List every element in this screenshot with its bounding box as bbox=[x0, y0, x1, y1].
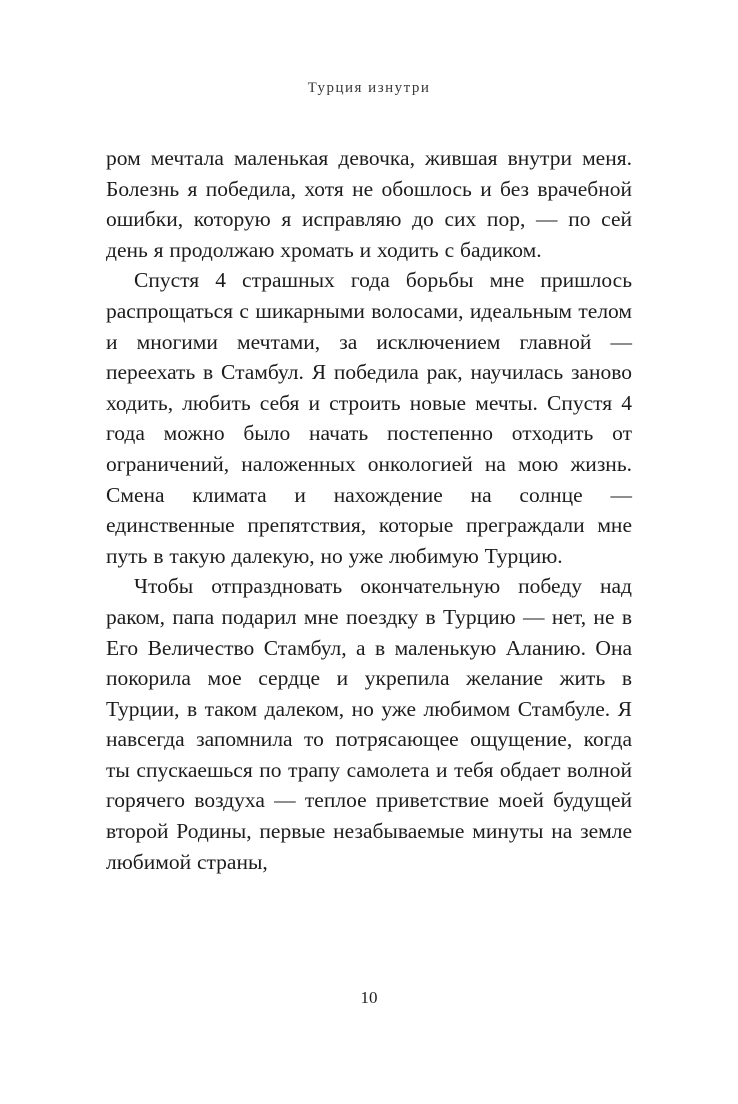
paragraph: Чтобы отпраздновать окончательную победу над раком, папа подарил мне поездку в Турцию — нет, не в Его Величество Стамбул, а в маленькую Аланию. Она покорила мое сердце и укрепила желание жить в Турции, в таком далеком, но уже любимом Стамбуле. Я навсегда запомнила то потрясающее ощущение, когда ты спускаешься по трапу самолета и тебя обдает волной горячего воздуха — теплое приветствие моей будущей второй Родины, первые незабываемые минуты на земле любимой страны, bbox=[106, 574, 632, 874]
paragraph: Спустя 4 страшных года борьбы мне пришлось распрощаться с шикарными волосами, идеальным телом и многими мечтами, за исключением главной — переехать в Стамбул. Я победила рак, научилась заново ходить, любить себя и строить новые мечты. Спустя 4 года можно было начать постепенно отходить от ограничений, наложенных онкологией на мою жизнь. Смена климата и нахождение на солнце — единственные препятствия, которые преграждали мне путь в такую далекую, но уже любимую Турцию. bbox=[106, 268, 632, 568]
running-header: Турция изнутри bbox=[307, 80, 431, 96]
body-text bbox=[106, 143, 632, 877]
page-number: 10 bbox=[360, 988, 378, 1007]
paragraph: ром мечтала маленькая девочка, жившая внутри меня. Болезнь я победила, хотя не обошлось и без врачебной ошибки, которую я исправляю до сих пор, — по сей день я продолжаю хромать и ходить с бадиком. bbox=[106, 146, 632, 262]
